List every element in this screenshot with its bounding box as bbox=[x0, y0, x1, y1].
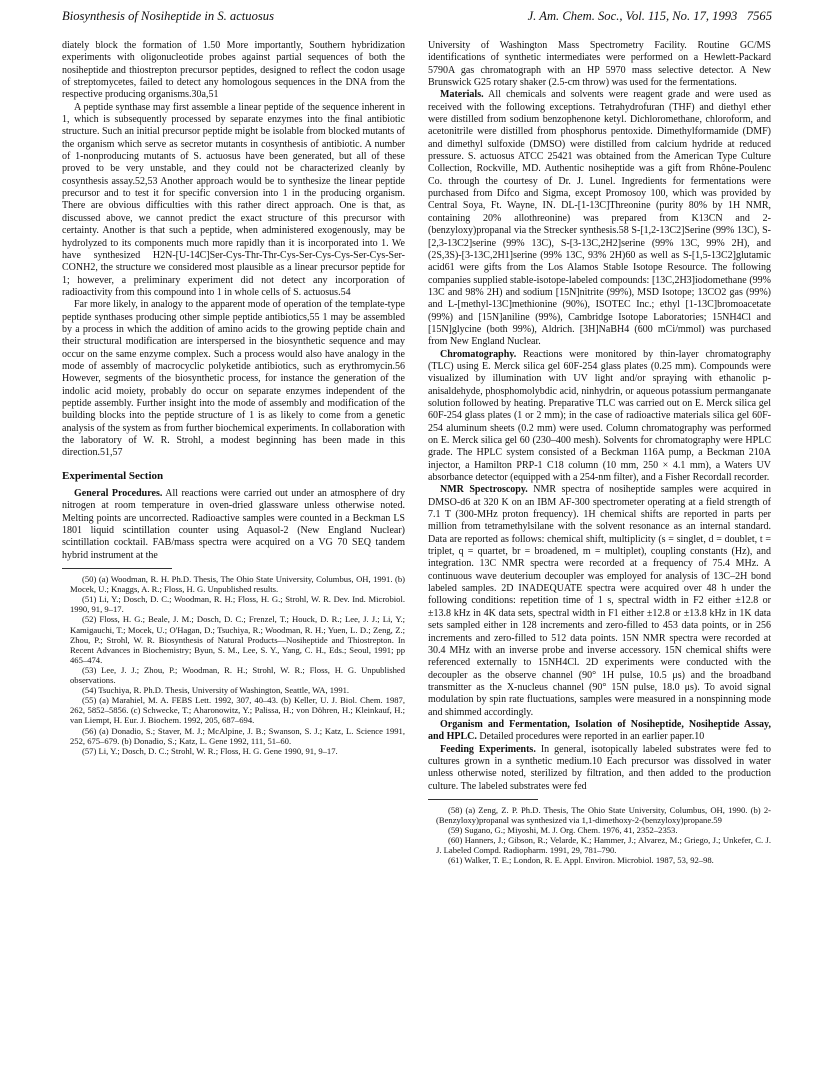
journal-citation: J. Am. Chem. Soc., Vol. 115, No. 17, 1993 7565 bbox=[527, 9, 772, 23]
reference-50: (50) (a) Woodman, R. H. Ph.D. Thesis, The Ohio State University, Columbus, OH, 1991. (b) Mocek, U.; Knaggs, A. R.; Floss, H. G. Unpublished results. bbox=[70, 574, 405, 595]
body-paragraph: University of Washington Mass Spectrometry Facility. Routine GC/MS identifications of synthetic intermediates were performed on a Hewlett-Packard 5790A gas chromatograph with an HP 5970 mass selective detector. A New Brunswick G25 rotary shaker (2.5-cm throw) was used for the fermentations. bbox=[428, 40, 771, 89]
paragraph-text: All reactions were carried out under an atmosphere of dry nitrogen at room temperature in oven-dried glassware unless otherwise noted. Melting points are uncorrected. Radioactive samples were counted in a Beckman LS 1801 liquid scintillation counter using Aquasol-2 (New England Nuclear) scintillation cocktail. FAB/mass spectra were acquired on a VG 70 SEQ tandem hybrid instrument at the bbox=[62, 488, 406, 561]
body-paragraph: Far more likely, in analogy to the apparent mode of operation of the template-type peptide synthases producing other simple peptide antibiotics,55 1 may be assembled by a process in which the addition of amino acids to the growing peptide chain and their structural modification are interspersed in the biosynthetic sequence and may occur on the same enzyme complex. Such a process would also have analogy in the mode of assembly of macrocyclic polyketide antibiotics, such as erythromycin.56 However, segments of the biosynthetic process, for instance the generation of the indolic acid moiety, probably do occur on separate enzymes independent of the peptide assembly. Further insight into the mode of assembly and modification of the building blocks into the peptide structure of 1 is as likely to come from a genetic analysis of the system as from further biochemical experiments. In collaboration with the laboratory of W. R. Strohl, a modest beginning has been made in this direction.51,57 bbox=[62, 299, 405, 459]
run-in-heading: Materials. bbox=[440, 89, 484, 101]
section-heading: Experimental Section bbox=[62, 469, 164, 482]
feeding-paragraph bbox=[428, 744, 771, 793]
materials-paragraph bbox=[428, 89, 771, 348]
body-paragraph: A peptide synthase may first assemble a linear peptide of the sequence inherent in 1, which is subsequently processed by separate enzymes into the final antibiotic structure. Such an initial precursor peptide might be isolable from blocked mutants of the organism which serve as secretor mutants in cosynthesis of antibiotic. A number of 1-nonproducing mutants of S. actuosus have been generated, but all of these proved to be very unstable, and they could not be characterized cleanly by cosynthesis assay.52,53 Another approach would be to synthesize the linear peptide precursor and to test it for specific conversion into 1 in the producing organism. There are obvious difficulties with this rather direct approach. One is that, as discussed above, we cannot predict the exact structure of this precursor with certainty. Another is that such a peptide, when administered exogenously, may be hydrolyzed to its components much more rapidly than it is incorporated into 1. We have synthesized H2N-[U-14C]Ser-Cys-Thr-Thr-Cys-Ser-Cys-Cys-Ser-Cys-Ser-CONH2, the structure we considered most plausible as a linear precursor peptide for 1; however, a preliminary experiment did not detect any incorporation of radioactivity from this compound into 1 in whole cells of S. actuosus.54 bbox=[62, 101, 405, 298]
right-column bbox=[428, 40, 771, 866]
paragraph-text: Reactions were monitored by thin-layer chromatography (TLC) using E. Merck silica gel 60F-254 glass plates (0.25 mm). Compounds were visualized by illumination with UV light and/or spraying with ethanolic p-anisaldehyde, phosphomolybdic acid, ninhydrin, or aqueous potassium permanganate solution followed by heating. Preparative TLC was carried out on E. Merck silica gel 60F-254 glass plates (1 or 2 mm); in the case of radioactive materials silica gel 60F-254 aluminum sheets (0.2 mm) were used. Column chromatography was performed on E. Merck silica gel 60 (230–400 mesh). Solvents for chromatography were HPLC grade. The HPLC system consisted of a Beckman 116A pump, a Beckman 210A injector, a Hamilton PRP-1 C18 column (10 mm, 250 × 4.1 mm), a Waters UV absorbance detector (equipped with a 254-nm filter), and a Fisher Recordall recorder. bbox=[428, 348, 771, 484]
reference-58: (58) (a) Zeng, Z. P. Ph.D. Thesis, The Ohio State University, Columbus, OH, 1990. (b) 2-(Benzyloxy)propanal was synthesized via 1,1-dimethoxy-2-(benzyloxy)propane.59 bbox=[436, 804, 771, 826]
nmr-paragraph bbox=[428, 484, 771, 719]
run-in-heading: Feeding Experiments. bbox=[440, 743, 536, 755]
reference-60: (60) Hanners, J.; Gibson, R.; Velarde, K.; Hammer, J.; Alvarez, M.; Griego, J.; Unkefer, C. J. J. Labeled Compd. Radiopharm. 1991, 29, 781–790. bbox=[436, 835, 771, 856]
left-column bbox=[62, 40, 405, 756]
run-in-heading: Organism and Fermentation, Isolation of Nosiheptide, Nosiheptide Assay, and HPLC. bbox=[428, 718, 771, 743]
reference-55: (55) (a) Marahiel, M. A. FEBS Lett. 1992, 307, 40–43. (b) Keller, U. J. Biol. Chem. 1987, 262, 5852–5856. (c) Schwecke, T.; Aharonowitz, Y.; Palissa, H.; von Döhren, H.; Kleinkauf, H.; van Liempt, H. Eur. J. Biochem. 1992, 205, 687–694. bbox=[70, 695, 405, 726]
paragraph-text: In general, isotopically labeled substrates were fed to cultures grown in a synthetic medium.10 Each precursor was dissolved in water unless otherwise noted, sterilized by filtration, and then added to the production culture. The labeled substrates were fed bbox=[428, 743, 772, 792]
reference-57: (57) Li, Y.; Dosch, D. C.; Strohl, W. R.; Floss, H. G. Gene 1990, 91, 9–17. bbox=[82, 745, 338, 756]
chromatography-paragraph bbox=[428, 349, 771, 485]
paragraph-text: All chemicals and solvents were reagent grade and were used as received with the following exceptions. Tetrahydrofuran (THF) and diethyl ether were distilled from sodium benzophenone ketyl. Dichloromethane, chloroform, and acetonitrile were distilled from phosphorus pentoxide. Dimethylformamide (DMF) and dimethyl sulfoxide (DMSO) were distilled from calcium hydride at reduced pressure. S. actuosus ATCC 25421 was obtained from the American Type Culture Collection, Rockville, MD. Authentic nosiheptide was a gift from Rhône-Poulenc Co. through the courtesy of Dr. J. Lunel. Ingredients for fermentations were purchased from Difco and Sigma, except Promosoy 100, which was provided by Central Soya, Ft. Wayne, IN. DL-[1-13C]Threonine (purity 80% by 1H NMR, containing 20% allothreonine) was prepared from K13CN and 2-(benzyloxy)propanal via the Strecker synthesis.58 S-[1,2-13C2]Serine (99% 13C), S-[2,3-13C2]serine (99% 13C), S-[3-13C,2H2]serine (99% 13C, 99% 2H), and (2S,3S)-[3-13C,2H1]serine (99% 13C, 93% 2H)60 as well as S-[1,5-13C2]glutamic acid61 were gifts from the Los Alamos Stable Isotope Resource. The following companies supplied stable-isotope-labeled compounds: [13C,2H3]iodomethane (99% 13C and 98% 2H) and sodium [15N]nitrite (99%), MSD Isotope; 13CO2 gas (99%) and L-[methyl-13C]methionine (90%), ISOTEC Inc.; ethyl [1-13C]bromoacetate (99%) and [15N]aniline (99%), Cambridge Isotope Laboratories; 15NH4Cl and [15N]glycine (both 99%), Aldrich. [3H]NaBH4 (600 mCi/mmol) was purchased from New England Nuclear. bbox=[428, 89, 771, 348]
organism-paragraph bbox=[428, 719, 771, 744]
reference-61: (61) Walker, T. E.; London, R. E. Appl. Environ. Microbiol. 1987, 53, 92–98. bbox=[448, 855, 714, 866]
running-title: Biosynthesis of Nosiheptide in S. actuosus bbox=[62, 9, 274, 23]
footnote-rule bbox=[428, 799, 538, 800]
reference-54: (54) Tsuchiya, R. Ph.D. Thesis, University of Washington, Seattle, WA, 1991. bbox=[82, 685, 350, 696]
run-in-heading: General Procedures. bbox=[74, 488, 163, 500]
reference-51: (51) Li, Y.; Dosch, D. C.; Woodman, R. H.; Floss, H. G.; Strohl, W. R. Dev. Ind. Microbiol. 1990, 91, 9–17. bbox=[70, 594, 405, 615]
running-header bbox=[62, 9, 772, 27]
paragraph-text: NMR spectra of nosiheptide samples were acquired in DMSO-d6 at 320 K on an IBM AF-300 spectrometer operating at a field strength of 7.1 T (300-MHz proton frequency). 1H chemical shifts are reported in parts per million from tetramethylsilane with the solvent resonance as an internal standard. Data are reported as follows: chemical shift, multiplicity (s = singlet, d = doublet, t = triplet, q = quartet, br = broadened, m = multiplet), coupling constants (Hz), and integration. 13C NMR spectra were recorded at a frequency of 75.4 MHz. A continuous wave deuterium decoupler was employed for analysis of 13C–2H bond labeled samples. 2D INADEQUATE spectra were acquired over 48 h under the following conditions: repetition time of 1 s, spectral width in F2 either ±12.8 or ±13.8 kHz in 4K data sets, spectral width in F1 either ±12.8 or ±13.8 kHz in 1K data sets sampled either in 128 increments and zero-filled to 453 data points, or in 256 increments and zero-filled to 512 data points. 15N NMR spectra were recorded at 30.4 MHz with an inverse probe and inverse accessory. 15N chemical shifts were referenced externally to 15NH4Cl. 2D experiments were conducted with the decoupler as the observe channel (90° 1H pulse, 10.5 μs) and the broadband transmitter as the X-nucleus channel (90° 15N pulse, 18.0 μs). To avoid signal modulation by spin rate fluctuations, samples were measured in a nonspinning mode and shimmed accordingly. bbox=[428, 484, 771, 718]
reference-52: (52) Floss, H. G.; Beale, J. M.; Dosch, D. C.; Frenzel, T.; Houck, D. R.; Lee, J. J.; Li, Y.; Kamigauchi, T.; Mocek, U.; O'Hagan, D.; Tsuchiya, R.; Woodman, R. H.; Yuen, L. D.; Zeng, Z.; Zhou, P.; Strohl, W. R. Biosynthesis of Natural Products—Nosiheptide and Thiostrepton. In Recent Advances in Biochemistry; Byun, S. M., Lee, S. Y., Yang, C. H., Eds.; Seoul, 1991; pp 465–474. bbox=[70, 614, 405, 665]
run-in-heading: Chromatography. bbox=[440, 348, 517, 360]
reference-59: (59) Sugano, G.; Miyoshi, M. J. Org. Chem. 1976, 41, 2352–2353. bbox=[448, 825, 678, 836]
general-procedures-paragraph bbox=[62, 488, 405, 562]
reference-53: (53) Lee, J. J.; Zhou, P.; Woodman, R. H.; Strohl, W. R.; Floss, H. G. Unpublished observations. bbox=[70, 664, 405, 686]
reference-56: (56) (a) Donadio, S.; Staver, M. J.; McAlpine, J. B.; Swanson, S. J.; Katz, L. Science 1991, 252, 675–679. (b) Donadio, S.; Katz, L. Gene 1992, 111, 51–60. bbox=[70, 725, 405, 746]
run-in-heading: NMR Spectroscopy. bbox=[440, 484, 528, 496]
footnote-rule bbox=[62, 568, 172, 569]
paragraph-text: Detailed procedures were reported in an earlier paper.10 bbox=[476, 731, 705, 743]
body-paragraph: diately block the formation of 1.50 More importantly, Southern hybridization experiments with oligonucleotide probes against partial sequences of both the nosiheptide and thiostrepton precursor peptides, designed to reflect the codon usage of streptomycetes, failed to detect any homologous sequences in the DNA from the respective producing organisms.30a,51 bbox=[62, 40, 405, 101]
